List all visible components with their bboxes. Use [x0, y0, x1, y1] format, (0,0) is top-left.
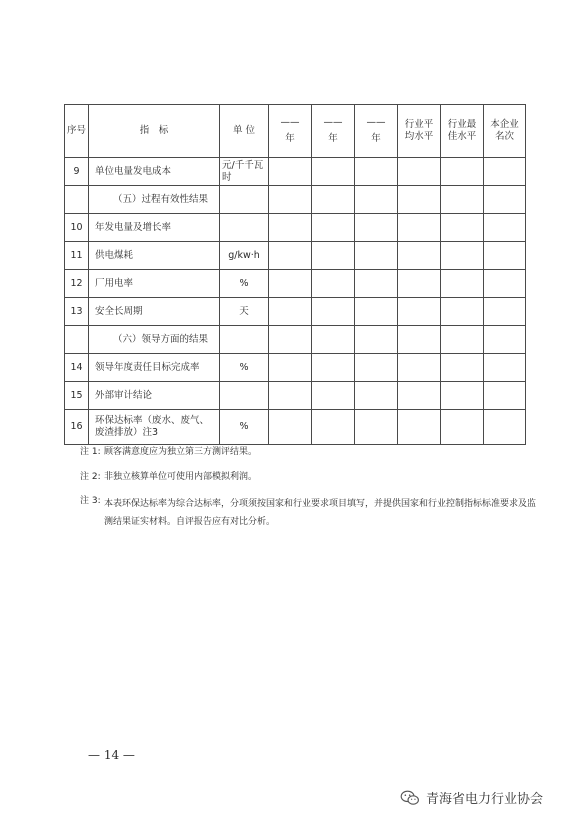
footnote-text: 本表环保达标率为综合达标率，分项须按国家和行业要求项目填写，并提供国家和行业控制指标标准要求及监测结果证实材料。自评报告应有对比分析。 — [104, 499, 537, 527]
footnote — [80, 446, 540, 460]
row-unit: 元/千千瓦时 — [220, 158, 269, 186]
table-header-row — [65, 105, 526, 158]
footnote-text: 非独立核算单位可使用内部模拟利润。 — [104, 471, 258, 482]
row-indicator: 领导年度责任目标完成率 — [89, 354, 220, 382]
table-row — [65, 410, 526, 445]
row-indicator: 年发电量及增长率 — [89, 214, 220, 242]
table-row — [65, 382, 526, 410]
wechat-icon — [400, 790, 420, 806]
row-no: 12 — [65, 270, 89, 298]
footnotes — [80, 446, 540, 542]
table-row — [65, 242, 526, 270]
row-unit — [220, 214, 269, 242]
footnote-label: 注 2: — [80, 471, 101, 482]
row-no: 11 — [65, 242, 89, 270]
row-unit: % — [220, 270, 269, 298]
row-unit — [220, 326, 269, 354]
header-no: 序号 — [65, 105, 89, 158]
header-year-1: —— 年 — [269, 105, 312, 158]
row-unit: g/kw·h — [220, 242, 269, 270]
row-indicator: 外部审计结论 — [89, 382, 220, 410]
table-section-row — [65, 326, 526, 354]
row-no: 9 — [65, 158, 89, 186]
row-no: 16 — [65, 410, 89, 445]
row-unit — [220, 382, 269, 410]
table-row — [65, 354, 526, 382]
row-no — [65, 326, 89, 354]
header-unit: 单 位 — [220, 105, 269, 158]
row-unit: % — [220, 354, 269, 382]
table-section-row — [65, 186, 526, 214]
row-indicator: 厂用电率 — [89, 270, 220, 298]
row-unit: % — [220, 410, 269, 445]
footnote-text: 顾客满意度应为独立第三方测评结果。 — [104, 447, 258, 457]
table-row — [65, 270, 526, 298]
footnote-label: 注 1: — [80, 447, 101, 457]
header-indicator: 指 标 — [89, 105, 220, 158]
indicator-table — [64, 104, 526, 445]
section-title: （六）领导方面的结果 — [89, 326, 220, 354]
account-name: 青海省电力行业协会 — [426, 792, 544, 807]
footnote — [80, 495, 540, 531]
footnote-label: 注 3: — [80, 496, 101, 506]
table-row — [65, 214, 526, 242]
row-no: 15 — [65, 382, 89, 410]
row-indicator: 安全长周期 — [89, 298, 220, 326]
header-rank: 本企业名次 — [484, 105, 526, 158]
row-unit — [220, 186, 269, 214]
row-indicator: 单位电量发电成本 — [89, 158, 220, 186]
page-number: — 14 — — [88, 748, 135, 762]
row-no: 10 — [65, 214, 89, 242]
wechat-watermark — [400, 788, 543, 807]
footnote — [80, 471, 540, 485]
table-row — [65, 158, 526, 186]
header-year-2: —— 年 — [312, 105, 355, 158]
row-no — [65, 186, 89, 214]
section-title: （五）过程有效性结果 — [89, 186, 220, 214]
row-indicator: 供电煤耗 — [89, 242, 220, 270]
row-no: 14 — [65, 354, 89, 382]
table-row — [65, 298, 526, 326]
header-year-3: —— 年 — [355, 105, 398, 158]
header-industry-best: 行业最佳水平 — [441, 105, 484, 158]
row-unit: 天 — [220, 298, 269, 326]
row-no: 13 — [65, 298, 89, 326]
header-industry-avg: 行业平均水平 — [398, 105, 441, 158]
row-indicator: 环保达标率（废水、废气、废渣排放）注3 — [89, 410, 220, 445]
